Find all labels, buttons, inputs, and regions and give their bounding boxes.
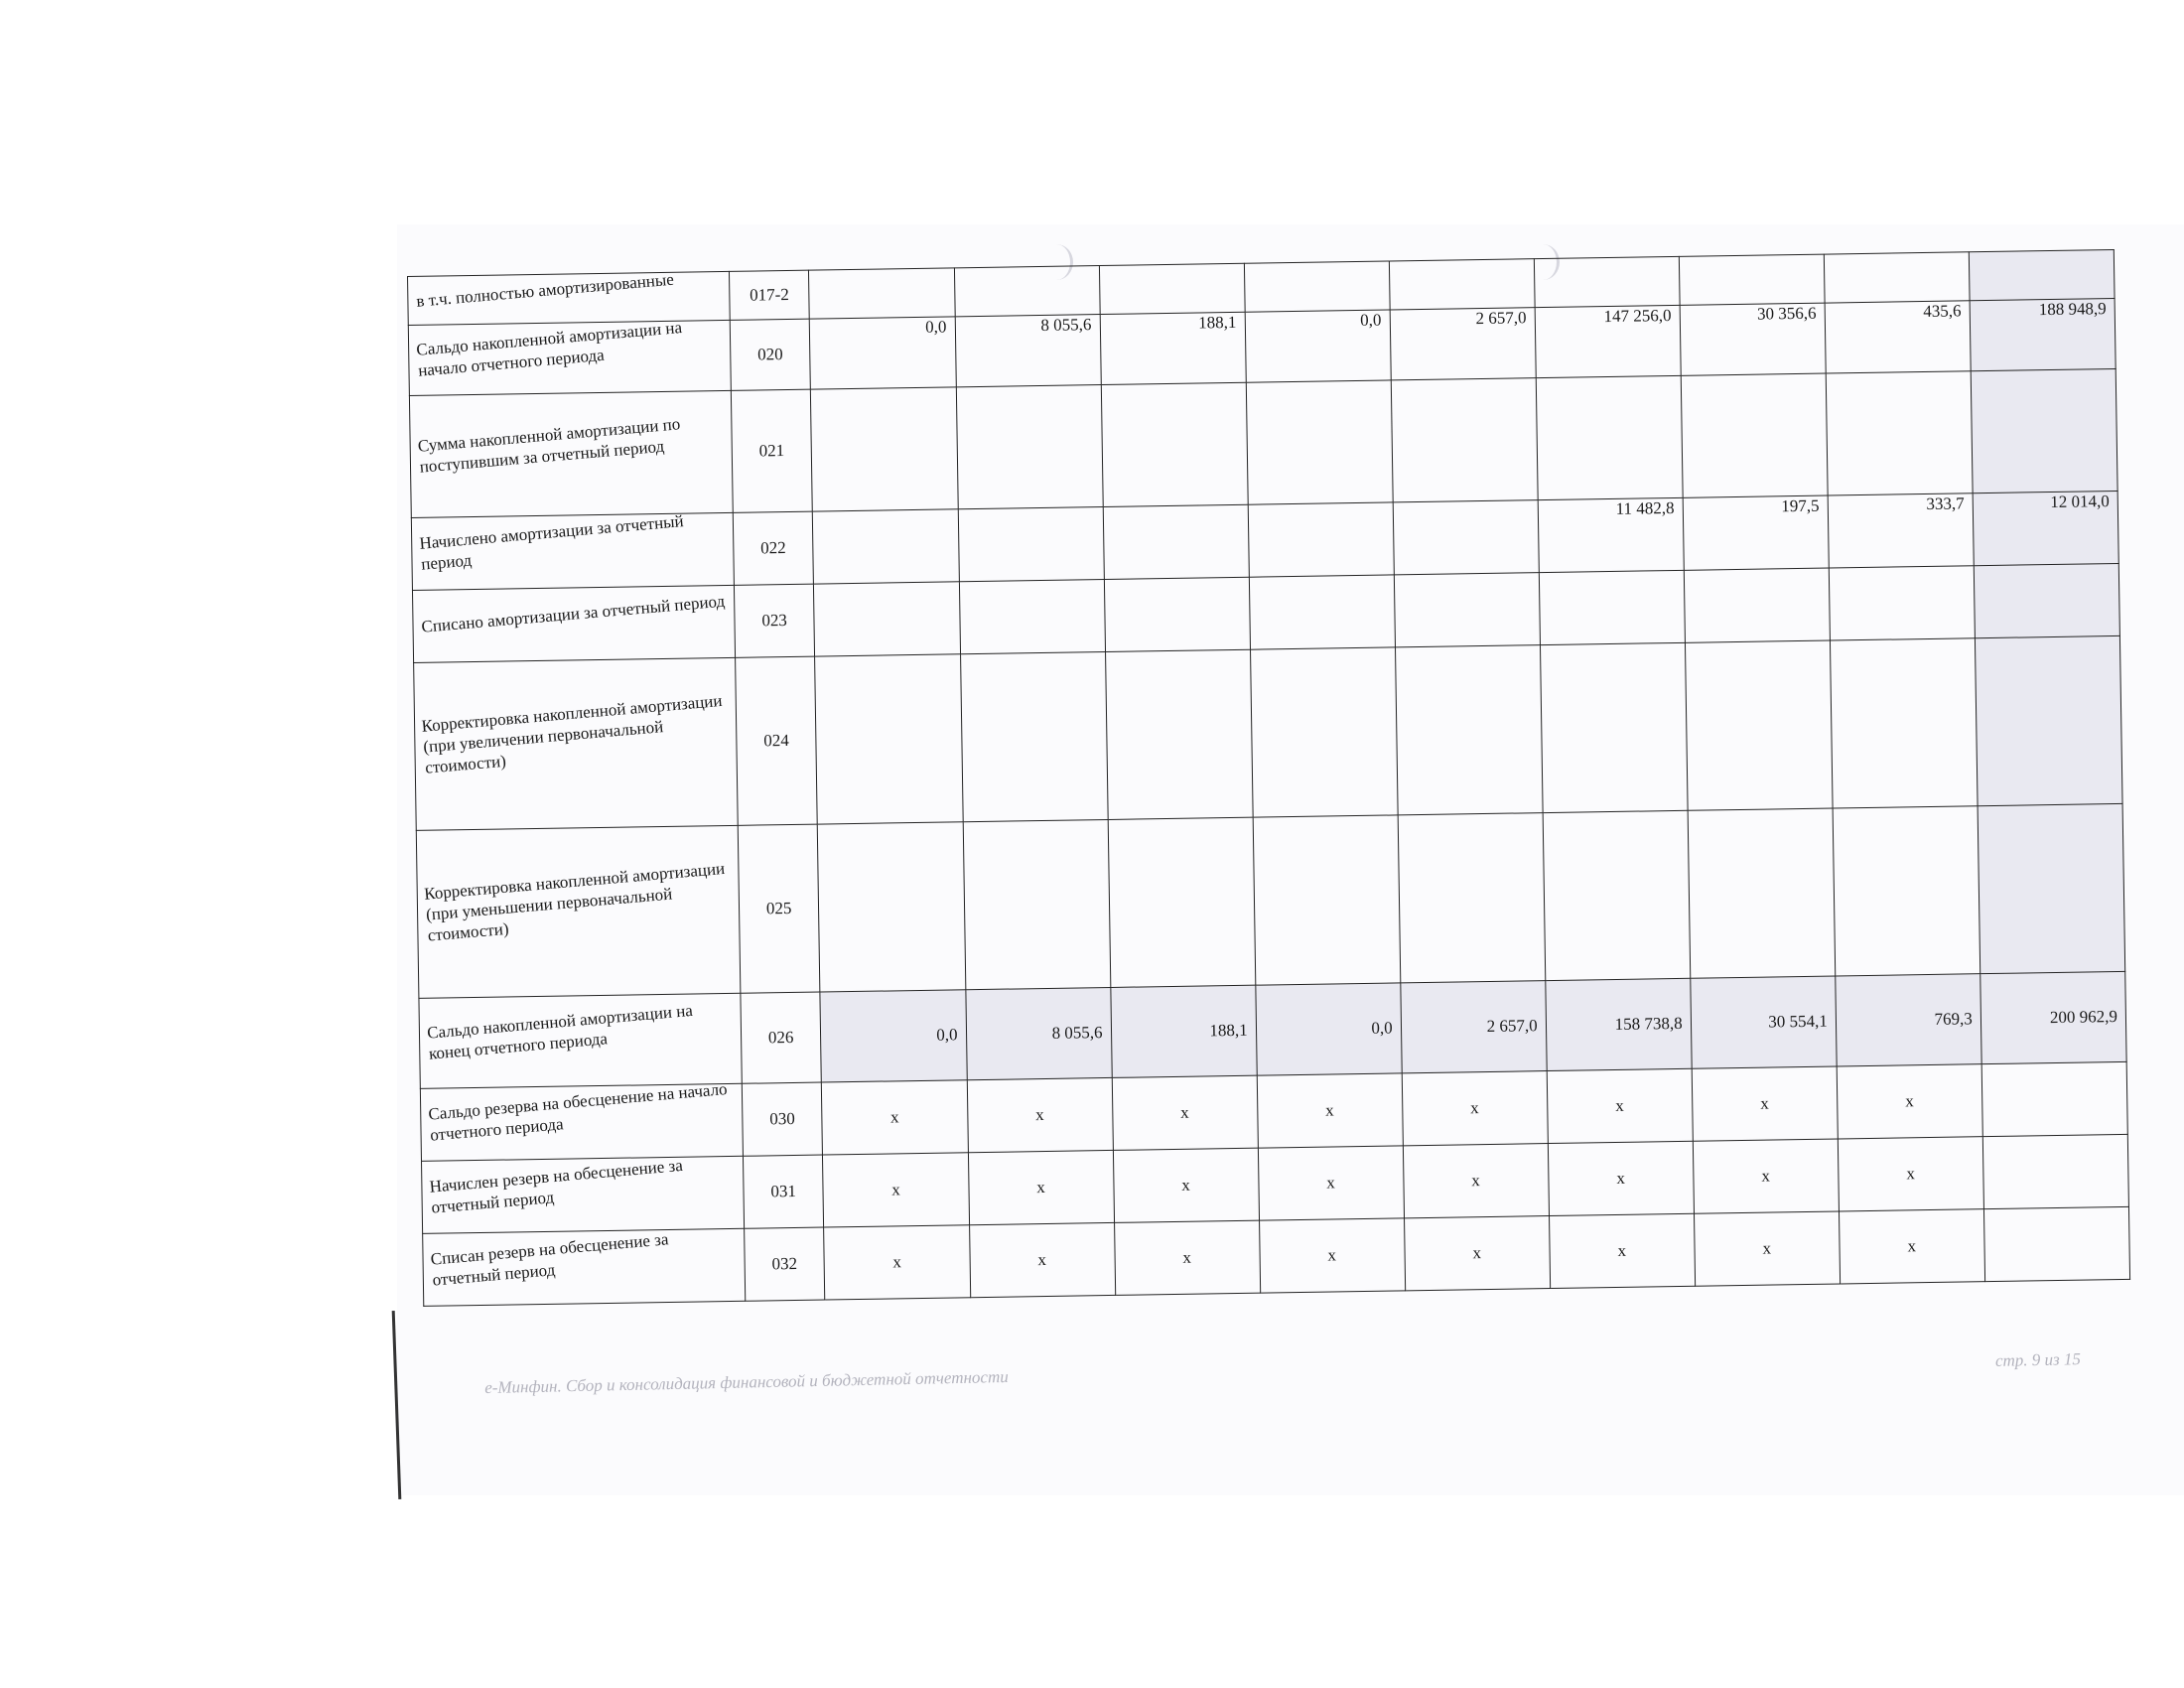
not-applicable-cell: x bbox=[1259, 1218, 1405, 1293]
not-applicable-cell: x bbox=[1693, 1139, 1839, 1213]
row-label: Списано амортизации за отчетный период bbox=[412, 585, 735, 662]
value-cell bbox=[1830, 638, 1978, 808]
not-applicable-cell: x bbox=[822, 1080, 968, 1155]
not-applicable-cell: x bbox=[1113, 1148, 1259, 1222]
total-cell bbox=[1974, 563, 2119, 637]
not-applicable-cell: x bbox=[968, 1150, 1114, 1224]
value-cell: 188,1 bbox=[1100, 312, 1246, 384]
value-cell bbox=[1108, 817, 1256, 987]
value-cell bbox=[1099, 263, 1245, 314]
value-cell bbox=[1543, 810, 1691, 980]
total-cell bbox=[1971, 368, 2117, 492]
not-applicable-cell: x bbox=[1838, 1137, 1983, 1211]
not-applicable-cell: x bbox=[1839, 1209, 1984, 1284]
row-label: Сальдо накопленной амортизации на конец отчетного периода bbox=[419, 993, 742, 1088]
value-cell bbox=[1688, 808, 1836, 978]
value-cell: 197,5 bbox=[1683, 495, 1829, 570]
value-cell bbox=[1389, 259, 1535, 310]
total-cell bbox=[1983, 1206, 2129, 1281]
value-cell bbox=[811, 387, 958, 511]
value-cell bbox=[814, 582, 960, 656]
value-cell bbox=[1833, 806, 1980, 976]
value-cell bbox=[958, 507, 1104, 582]
row-label: Сальдо накопленной амортизации на начало отчетного периода bbox=[408, 320, 731, 395]
value-cell bbox=[1391, 378, 1538, 502]
depreciation-table bbox=[407, 249, 2130, 1307]
table-row bbox=[416, 803, 2124, 998]
value-cell bbox=[809, 268, 955, 319]
value-cell: 30 356,6 bbox=[1680, 303, 1826, 375]
footer-system-name: е-Минфин. Сбор и консолидация финансовой и бюджетной отчетности bbox=[484, 1366, 1009, 1397]
row-code: 022 bbox=[733, 511, 814, 585]
not-applicable-cell: x bbox=[1548, 1141, 1694, 1215]
value-cell bbox=[1826, 371, 1973, 495]
not-applicable-cell: x bbox=[1692, 1066, 1838, 1141]
page-number: стр. 9 из 15 bbox=[1994, 1349, 2082, 1370]
row-label: в т.ч. полностью амортизированные bbox=[408, 271, 730, 325]
row-code: 026 bbox=[741, 992, 822, 1083]
value-cell bbox=[1104, 577, 1250, 651]
value-cell bbox=[1101, 382, 1248, 506]
row-code: 020 bbox=[730, 319, 811, 390]
not-applicable-cell: x bbox=[1402, 1071, 1548, 1146]
value-cell bbox=[1395, 645, 1543, 815]
value-cell bbox=[1248, 502, 1394, 577]
value-cell bbox=[956, 385, 1103, 509]
not-applicable-cell: x bbox=[969, 1222, 1115, 1297]
total-cell bbox=[1981, 1061, 2127, 1136]
value-cell: 2 657,0 bbox=[1390, 308, 1536, 380]
value-cell bbox=[960, 652, 1108, 822]
value-cell: 8 055,6 bbox=[965, 987, 1111, 1079]
row-label: Начислен резерв на обесценение за отчетный период bbox=[422, 1156, 745, 1233]
value-cell: 147 256,0 bbox=[1535, 305, 1681, 377]
value-cell: 0,0 bbox=[810, 317, 956, 389]
not-applicable-cell: x bbox=[1403, 1144, 1549, 1218]
value-cell bbox=[1393, 500, 1539, 575]
value-cell bbox=[963, 819, 1111, 989]
not-applicable-cell: x bbox=[1114, 1220, 1260, 1295]
value-cell bbox=[1244, 261, 1390, 312]
not-applicable-cell: x bbox=[1547, 1068, 1693, 1143]
value-cell bbox=[1249, 575, 1395, 649]
value-cell bbox=[818, 822, 966, 992]
value-cell: 333,7 bbox=[1828, 493, 1974, 568]
table-row bbox=[414, 635, 2122, 830]
value-cell bbox=[1534, 256, 1680, 307]
value-cell bbox=[1394, 573, 1540, 647]
value-cell: 0,0 bbox=[1255, 983, 1401, 1075]
report-table-container bbox=[407, 249, 2130, 1307]
row-code: 023 bbox=[734, 584, 815, 657]
value-cell bbox=[1684, 568, 1830, 642]
value-cell bbox=[1103, 504, 1249, 579]
total-cell: 200 962,9 bbox=[1980, 971, 2127, 1063]
value-cell bbox=[1679, 254, 1825, 305]
value-cell bbox=[1250, 647, 1398, 817]
value-cell: 435,6 bbox=[1825, 301, 1971, 373]
value-cell: 0,0 bbox=[1245, 310, 1391, 382]
value-cell: 2 657,0 bbox=[1400, 981, 1546, 1073]
value-cell bbox=[1105, 649, 1253, 819]
row-label: Списан резерв на обесценение за отчетный период bbox=[423, 1228, 746, 1306]
value-cell bbox=[1681, 373, 1828, 497]
not-applicable-cell: x bbox=[1694, 1211, 1840, 1286]
row-code: 030 bbox=[742, 1082, 823, 1156]
value-cell bbox=[1824, 252, 1970, 303]
total-cell bbox=[1975, 635, 2122, 805]
value-cell bbox=[813, 509, 959, 584]
not-applicable-cell: x bbox=[1549, 1213, 1695, 1288]
value-cell bbox=[1246, 380, 1393, 504]
value-cell bbox=[1398, 813, 1546, 983]
not-applicable-cell: x bbox=[823, 1153, 969, 1227]
row-label: Сальдо резерва на обесценение на начало отчетного периода bbox=[420, 1083, 743, 1161]
value-cell: 158 738,8 bbox=[1545, 978, 1691, 1070]
value-cell: 11 482,8 bbox=[1538, 497, 1684, 572]
total-cell bbox=[1969, 249, 2115, 300]
not-applicable-cell: x bbox=[1112, 1075, 1258, 1150]
not-applicable-cell: x bbox=[1257, 1073, 1403, 1148]
row-code: 024 bbox=[735, 656, 817, 825]
total-cell bbox=[1982, 1134, 2128, 1208]
value-cell: 188,1 bbox=[1110, 985, 1256, 1077]
row-label: Сумма накопленной амортизации по поступившим за отчетный период bbox=[409, 390, 733, 517]
row-code: 031 bbox=[743, 1155, 824, 1228]
not-applicable-cell: x bbox=[1404, 1216, 1550, 1291]
value-cell bbox=[1539, 570, 1685, 644]
row-code: 017-2 bbox=[729, 270, 809, 320]
total-cell bbox=[1978, 803, 2125, 973]
value-cell: 0,0 bbox=[820, 990, 966, 1082]
value-cell: 30 554,1 bbox=[1691, 976, 1837, 1068]
value-cell bbox=[954, 266, 1100, 317]
row-code: 032 bbox=[744, 1227, 825, 1301]
value-cell: 769,3 bbox=[1836, 974, 1981, 1066]
row-label: Корректировка накопленной амортизации (при увеличении первоначальной стоимости) bbox=[414, 657, 738, 830]
value-cell bbox=[959, 580, 1105, 654]
not-applicable-cell: x bbox=[1258, 1146, 1404, 1220]
total-cell: 188 948,9 bbox=[1970, 298, 2116, 370]
value-cell bbox=[1253, 815, 1401, 985]
value-cell bbox=[1685, 640, 1833, 810]
row-label: Корректировка накопленной амортизации (при уменьшении первоначальной стоимости) bbox=[416, 825, 740, 998]
value-cell bbox=[1536, 375, 1683, 499]
not-applicable-cell: x bbox=[1837, 1064, 1982, 1139]
row-label: Начислено амортизации за отчетный период bbox=[411, 512, 734, 590]
row-code: 021 bbox=[731, 389, 813, 512]
value-cell: 8 055,6 bbox=[955, 315, 1101, 387]
value-cell bbox=[1829, 566, 1975, 640]
not-applicable-cell: x bbox=[967, 1077, 1113, 1152]
not-applicable-cell: x bbox=[824, 1225, 970, 1300]
total-cell: 12 014,0 bbox=[1973, 491, 2118, 565]
row-code: 025 bbox=[738, 824, 820, 993]
value-cell bbox=[815, 654, 963, 824]
value-cell bbox=[1540, 642, 1688, 812]
